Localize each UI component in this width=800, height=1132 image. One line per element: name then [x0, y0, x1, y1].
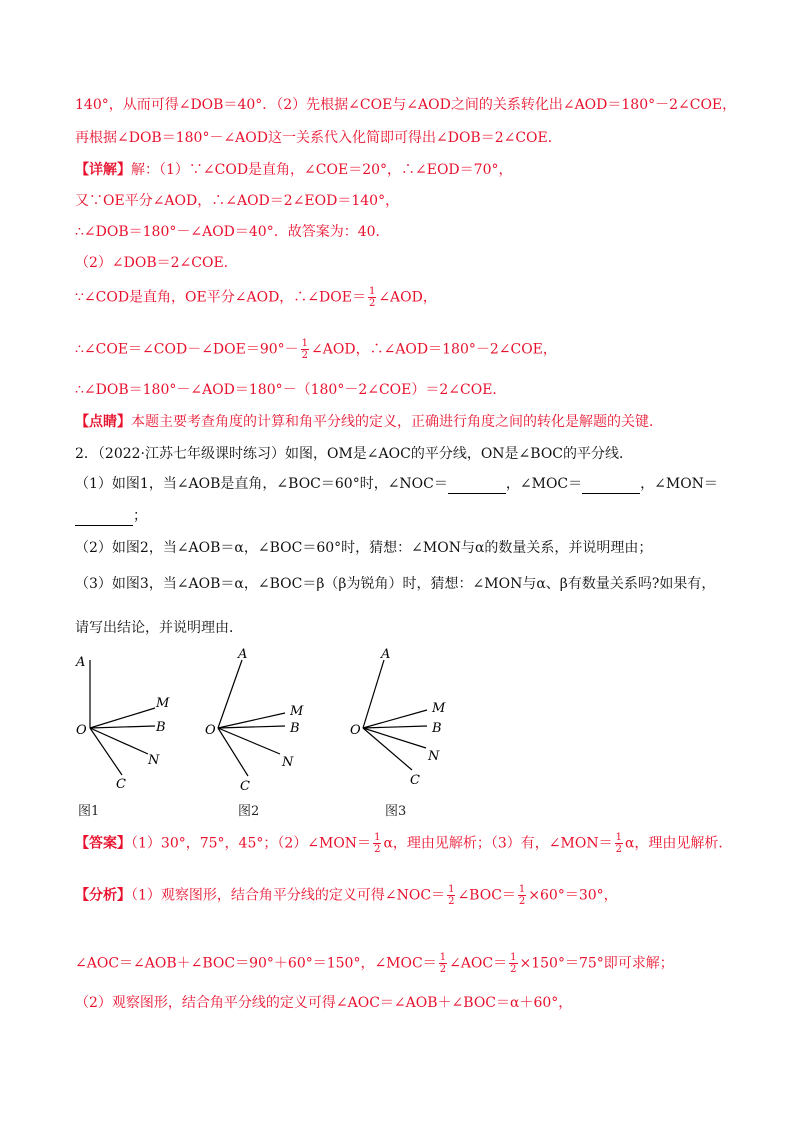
- section-label: 【分析】: [75, 887, 131, 904]
- fraction: $\frac{1}{2}$: [374, 832, 381, 855]
- label-a: A: [238, 648, 248, 662]
- label-o: O: [350, 723, 361, 738]
- text-span: ∠AOD，: [378, 289, 437, 306]
- answer-blank: [75, 511, 133, 526]
- text-line: ∴∠DOB＝180°－∠AOD＝40°．故答案为：40．: [75, 224, 390, 240]
- text-span: ∴∠COE＝∠COD－∠DOE＝90°－: [75, 341, 299, 358]
- answer-blank: [582, 479, 640, 494]
- label-n: N: [148, 753, 160, 768]
- text-line: 140°，从而可得∠DOB＝40°．（2）先根据∠COE与∠AOD之间的关系转化出∠AOD＝180°－2∠COE，: [75, 97, 737, 113]
- label-o: O: [76, 723, 87, 738]
- question-part: ；: [75, 506, 147, 526]
- fraction: $\frac{1}{2}$: [448, 884, 455, 907]
- analysis-line: ∠AOC＝∠AOB＋∠BOC＝90°＋60°＝150°，∠MOC＝ $\frac{1}{2}$ ∠AOC＝ $\frac{1}{2}$ ×150°＝75°即可求解；: [75, 952, 674, 975]
- label-o: O: [205, 723, 216, 738]
- question-title: 2．（2022·江苏七年级课时练习）如图，OM是∠AOC的平分线，ON是∠BOC的平分线．: [75, 446, 634, 462]
- label-a: A: [381, 648, 391, 662]
- text-span: 解：（1）∵∠COD是直角，∠COE＝20°，∴∠EOD＝70°，: [131, 162, 513, 178]
- text-line: [75, 160, 512, 180]
- label-n: N: [282, 755, 294, 770]
- analysis-line: （2）观察图形，结合角平分线的定义可得∠AOC＝∠AOB＋∠BOC＝α＋60°，: [75, 995, 573, 1011]
- question-part: 请写出结论，并说明理由．: [75, 620, 243, 636]
- text-line: [75, 338, 557, 361]
- label-n: N: [428, 749, 440, 764]
- text-line: 又∵OE平分∠AOD，∴∠AOD＝2∠EOD＝140°，: [75, 193, 400, 209]
- text-line: [75, 412, 663, 432]
- fraction: $\frac{1}{2}$: [439, 952, 447, 975]
- label-c: C: [240, 779, 250, 794]
- figure-caption: 图3: [385, 804, 407, 819]
- label-m: M: [432, 701, 446, 716]
- question-part: （1）如图1，当∠AOB是直角，∠BOC＝60°时，∠NOC＝ ，∠MOC＝ ，∠MON＝: [75, 476, 718, 492]
- geometry-figures: [70, 648, 470, 818]
- question-part: （3）如图3，当∠AOB＝α，∠BOC＝β（β为锐角）时，猜想：∠MON与α、β有数量关系吗?如果有，: [75, 576, 716, 592]
- text-span: ∠AOD，∴∠AOD＝180°－2∠COE，: [311, 341, 557, 358]
- fraction: $\frac{1}{2}$: [301, 338, 309, 361]
- text-line: ∴∠DOB＝180°－∠AOD＝180°－（180°－2∠COE）＝2∠COE．: [75, 382, 507, 398]
- figure-1: [75, 655, 170, 792]
- section-label: 【答案】: [75, 835, 131, 852]
- figure-2: [205, 648, 304, 794]
- text-span: ∵∠COD是直角，OE平分∠AOD，∴∠DOE＝: [75, 289, 366, 306]
- label-b: B: [432, 721, 442, 736]
- label-m: M: [290, 704, 304, 719]
- analysis-line: 【分析】（1）观察图形，结合角平分线的定义可得∠NOC＝ $\frac{1}{2}$ ∠BOC＝ $\frac{1}{2}$ ×60°＝30°，: [75, 884, 618, 907]
- label-c: C: [116, 777, 126, 792]
- label-c: C: [410, 773, 420, 788]
- fraction: $\frac{1}{2}$: [615, 832, 622, 855]
- text-line: （2）∠DOB＝2∠COE．: [75, 255, 238, 271]
- fraction: $\frac{1}{2}$: [518, 884, 526, 907]
- text-line: 再根据∠DOB＝180°－∠AOD这一关系代入化简即可得出∠DOB＝2∠COE．: [75, 130, 562, 146]
- text-line: [75, 286, 437, 309]
- section-label: 【点睛】: [75, 414, 131, 430]
- figure-3: [350, 648, 446, 788]
- label-m: M: [156, 696, 170, 711]
- label-a: A: [76, 655, 86, 670]
- fraction: $\frac{1}{2}$: [510, 952, 517, 975]
- text-span: 本题主要考查角度的计算和角平分线的定义，正确进行角度之间的转化是解题的关键．: [131, 414, 663, 430]
- answer-blank: [448, 479, 506, 494]
- figure-caption: 图1: [78, 804, 100, 819]
- label-b: B: [290, 721, 300, 736]
- section-label: 【详解】: [75, 162, 131, 178]
- question-part: （2）如图2，当∠AOB＝α，∠BOC＝60°时，猜想：∠MON与α的数量关系，并说明理由；: [75, 540, 653, 556]
- label-b: B: [156, 720, 166, 735]
- answer-line: 【答案】（1）30°，75°，45°；（2）∠MON＝ $\frac{1}{2}$ α，理由见解析；（3）有，∠MON＝ $\frac{1}{2}$ α，理由见解析．: [75, 832, 733, 855]
- fraction: $\frac{1}{2}$: [368, 286, 376, 309]
- figure-caption: 图2: [238, 804, 260, 819]
